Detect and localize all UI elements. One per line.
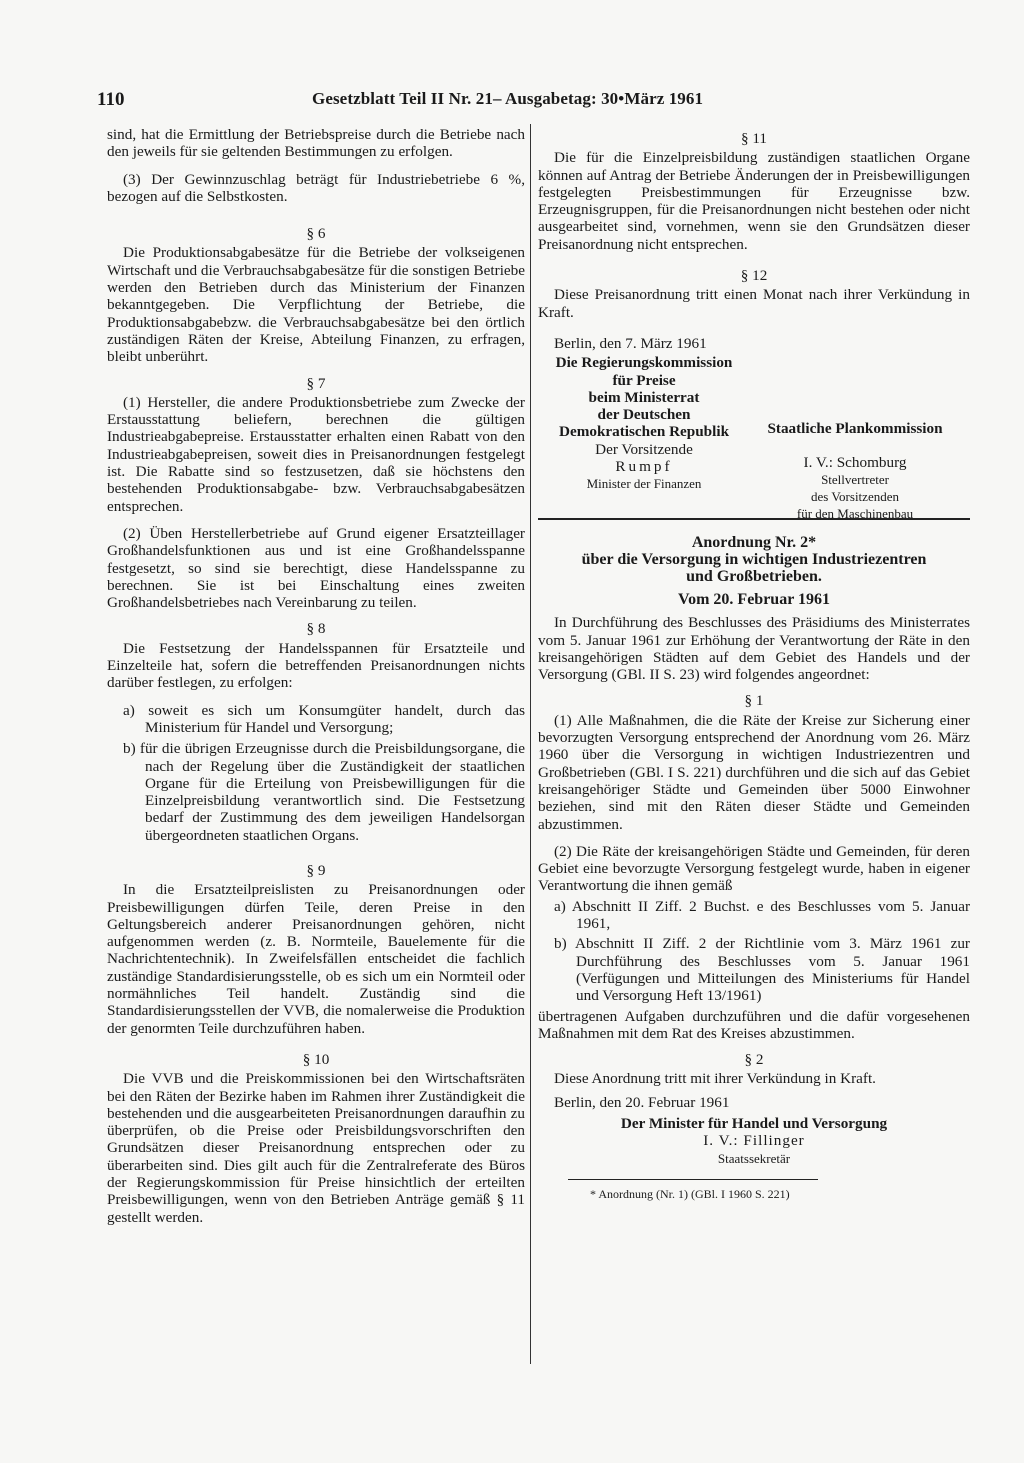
signature-block — [538, 354, 970, 522]
signer-role: Stellvertreter — [821, 471, 889, 487]
list-item: a) soweit es sich um Konsumgüter handelt, durch das Ministerium für Handel und Versorgung; — [123, 701, 525, 736]
org-line: Die Regierungskommission — [555, 354, 733, 372]
signer-role: Der Vorsitzende — [595, 440, 693, 458]
paragraph: Die Festsetzung der Handelsspannen für Ersatzteile und Einzelteile hat, sofern die betreffenden Preisanordnungen nichts darüber festlegen, zu erfolgen: — [107, 639, 525, 692]
header-title: Gesetzblatt Teil II Nr. 21– Ausgabetag: 30•März 1961 — [312, 89, 704, 108]
paragraph: Die für die Einzelpreisbildung zuständigen staatlichen Organe können auf Antrag der Betriebe Änderungen der in Preisbewilligungen festgelegten Preisbestimmungen für Erzeugnisse bzw. Erzeugnisgruppen, für die Preisanordnungen nicht bestehen oder nicht ausgearbeitet sind, vornehmen, wenn sie den Grundsätzen dieser Preisanordnung nicht entsprechen. — [538, 149, 970, 253]
paragraph: In die Ersatzteilpreislisten zu Preisanordnungen oder Preisbewilligungen dürfen Teile, deren Preise in den Geltungsbereich anderer Preisanordnungen gehören, nicht aufgenommen werden (z. B. Normteile, Bauelemente für die Nachrichtentechnik). In Zweifelsfällen entscheidet die fachlich zuständige Standardisierungsstelle, ob es sich um ein Normteil oder normähnliches Teil handelt. Zuständig sind die Standardisierungsstellen der VVB, die nomalerweise die Produktion der genormten Teile durchzuführen haben. — [107, 881, 525, 1037]
section-heading: § 7 — [306, 374, 326, 392]
signature-right — [752, 420, 958, 522]
page-header — [97, 89, 757, 119]
signer-role: des Vorsitzenden — [811, 489, 899, 505]
ordinance-title: und Großbetrieben. — [686, 568, 822, 586]
signer-role: für den Maschinenbau — [796, 506, 914, 522]
section-heading: § 1 — [744, 692, 764, 710]
org-line: der Deutschen — [597, 406, 691, 424]
section-heading: § 10 — [302, 1050, 330, 1068]
list-item: a) Abschnitt II Ziff. 2 Buchst. e des Beschlusses vom 5. Januar 1961, — [554, 897, 970, 933]
ordinance-date: Vom 20. Februar 1961 — [678, 591, 830, 609]
page-number: 110 — [97, 89, 125, 110]
signer-org: Der Minister für Handel und Versorgung — [620, 1114, 888, 1132]
paragraph: (2) Üben Herstellerbetriebe auf Grund eigener Ersatzteillager Großhandelsfunktionen aus und ist eine Großhandelsspanne festgesetzt, so sind sie berechtigt, diese Handelsspanne zu berechnen. Sie ist bei Einschaltung eines zweiten Großhandelsbetriebes nach Vereinbarung zu teilen. — [107, 524, 525, 612]
signer-name: Rumpf — [615, 458, 673, 476]
footnote: * Anordnung (Nr. 1) (GBl. I 1960 S. 221) — [590, 1186, 790, 1201]
section-heading: § 2 — [744, 1051, 764, 1069]
list-item: b) Abschnitt II Ziff. 2 der Richtlinie vom 3. März 1961 zur Durchführung des Beschlusses vom 5. Januar 1961 (Verfügungen und Mitteilungen des Ministeriums für Handel und Versorgung Heft 13/1961) — [554, 935, 970, 1005]
paragraph: Diese Preisanordnung tritt einen Monat nach ihrer Verkündung in Kraft. — [538, 286, 970, 321]
list-item: b) für die übrigen Erzeugnisse durch die Preisbildungsorgane, die nach der Regelung über die Zuständigkeit der staatlichen Organe für die Erteilung von Preisbewilligungen für die Einzelpreisbildung verantwortlich sind. Die Festsetzung bedarf der Zustimmung des dem jeweiligen Handelsorgan übergeordneten staatlichen Organs. — [123, 740, 525, 844]
paragraph: (1) Hersteller, die andere Produktionsbetriebe zum Zwecke der Erstausstattung beliefern, berechnen die gültigen Industrieabgabepreise. Erstausstatter erhalten einen Rabatt von den Industrieabgabepreisen, soweit dies in Preisanordnungen festgelegt ist. Die Rabatte sind so festzusetzen, daß sie höchstens den bestehenden Produktionsabgabe- bzw. Verbrauchsabgabesätzen entsprechen. — [107, 393, 525, 515]
paragraph: Diese Anordnung tritt mit ihrer Verkündung in Kraft. — [554, 1070, 876, 1088]
paragraph: sind, hat die Ermittlung der Betriebspreise durch die Betriebe nach den jeweils für sie geltenden Bestimmungen zu erfolgen. — [107, 126, 525, 161]
paragraph: übertragenen Aufgaben durchzuführen und die dafür vorgesehenen Maßnahmen mit dem Rat des Kreises abzustimmen. — [538, 1007, 970, 1042]
paragraph: (1) Alle Maßnahmen, die die Räte der Kreise zur Sicherung einer bevorzugten Versorgung entsprechend der Anordnung vom 26. März 1960 über die Versorgung in wichtigen Industriezentren und Großbetrieben (GBl. I S. 221) durchführen und die sich auf das Gebiet kreisangehöriger Städte und Gemeinden über 5000 Einwohner beziehen, sind mit den Räten dieser Städte und Gemeinden abzustimmen. — [538, 711, 970, 833]
left-column — [107, 126, 525, 1226]
paragraph: In Durchführung des Beschlusses des Präsidiums des Ministerrates vom 5. Januar 1961 zur Erhöhung der Verantwortung der Räte in den kreisangehörigen Städten auf dem Gebiet des Handels und der Versorgung (GBl. II S. 23) wird folgendes angeordnet: — [538, 614, 970, 684]
signer-title: Minister der Finanzen — [586, 476, 702, 492]
section-heading: § 11 — [740, 130, 767, 147]
section-heading: § 8 — [306, 620, 326, 638]
signer-name: I. V.: Schomburg — [803, 453, 907, 471]
footnote-rule — [568, 1179, 818, 1180]
signature-left — [538, 354, 750, 492]
signer-title: Staatssekretär — [717, 1150, 791, 1166]
section-heading: § 12 — [740, 267, 768, 285]
paragraph: Die VVB und die Preiskommissionen bei den Wirtschaftsräten bei den Räten der Bezirke haben im Rahmen ihrer Zuständigkeit die bestehenden und die ausgearbeiteten Preisanordnungen daraufhin zu überprüfen, ob die Preise oder Preisbildungsvorschriften den Grundsätzen dieser Preisanordnung entsprechen oder zu überarbeiten sind. Dies gilt auch für die Zentralreferate des Büros der Regierungskommission für Preise hinsichtlich der erteilten Preisbewilligungen, wenn von den Betrieben Anträge gemäß § 11 gestellt werden. — [107, 1070, 525, 1226]
ordinance-title: über die Versorgung in wichtigen Industriezentren — [581, 551, 927, 569]
org-line: Demokratischen Republik — [558, 423, 730, 441]
date-line: Berlin, den 20. Februar 1961 — [554, 1093, 730, 1111]
right-column — [538, 126, 970, 1203]
ordinance-title: Anordnung Nr. 2* — [691, 534, 817, 552]
paragraph: (3) Der Gewinnzuschlag beträgt für Industriebetriebe 6 %, bezogen auf die Selbstkosten. — [107, 170, 525, 205]
org-line: beim Ministerrat — [588, 388, 700, 406]
paragraph: (2) Die Räte der kreisangehörigen Städte und Gemeinden, für deren Gebiet eine bevorzugte Versorgung festgelegt wurde, haben in eigener Verantwortung die ihnen gemäß — [538, 842, 970, 895]
signer-name: I. V.: Fillinger — [703, 1132, 805, 1150]
org-line: für Preise — [612, 371, 676, 389]
org-line: Staatliche Plankommission — [767, 420, 943, 438]
column-divider — [530, 124, 531, 1364]
section-heading: § 6 — [306, 225, 326, 243]
paragraph: Die Produktionsabgabesätze für die Betriebe der volkseigenen Wirtschaft und die Verbrauchsabgabesätze für die sonstigen Betriebe werden den Betrieben durch das Ministerium der Finanzen bekanntgegeben. Die Verpflichtung der Betriebe, die Produktionsabgabebzw. die Verbrauchsabgabesätze bei den örtlich zuständigen Räten der Kreise, Abteilung Finanzen, zu erfragen, bleibt unberührt. — [107, 244, 525, 366]
section-heading: § 9 — [306, 861, 326, 879]
date-line: Berlin, den 7. März 1961 — [554, 334, 707, 352]
